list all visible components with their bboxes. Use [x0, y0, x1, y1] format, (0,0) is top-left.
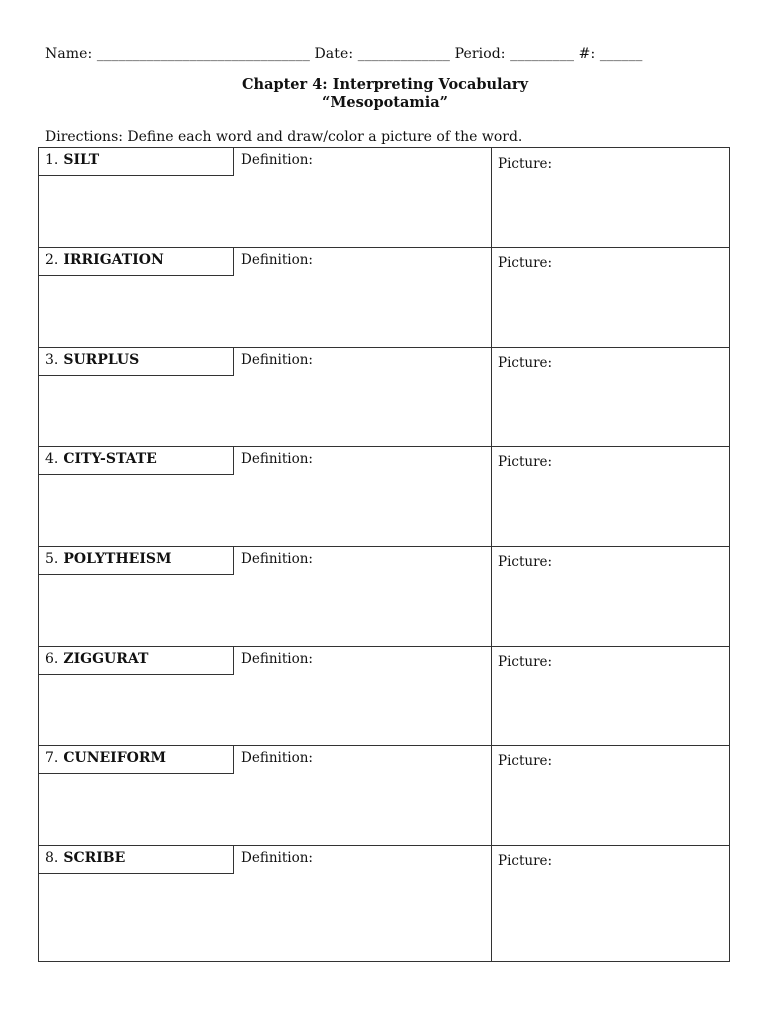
picture-label: Picture:: [498, 454, 553, 470]
definition-label: Definition:: [241, 252, 313, 268]
picture-label: Picture:: [498, 355, 553, 371]
picture-label: Picture:: [498, 654, 553, 670]
term-word: POLYTHEISM: [63, 551, 172, 567]
picture-label: Picture:: [498, 255, 553, 271]
definition-label: Definition:: [241, 352, 313, 368]
term-number: 7.: [45, 750, 59, 766]
definition-label: Definition:: [241, 750, 313, 766]
vocab-row: [39, 846, 729, 961]
worksheet-title: Chapter 4: Interpreting Vocabulary: [241, 76, 528, 93]
column-divider: [491, 248, 492, 347]
column-divider: [491, 647, 492, 745]
column-divider: [491, 746, 492, 845]
vocab-row: [39, 447, 729, 547]
term-cell: [39, 248, 234, 276]
term-number: 5.: [45, 551, 59, 567]
definition-label: Definition:: [241, 551, 313, 567]
term-number: 4.: [45, 451, 59, 467]
term-cell: [39, 846, 234, 874]
term-word: CUNEIFORM: [63, 750, 166, 766]
vocab-row: [39, 746, 729, 846]
column-divider: [491, 846, 492, 961]
definition-label: Definition:: [241, 451, 313, 467]
term-word: SILT: [63, 152, 100, 168]
column-divider: [491, 547, 492, 646]
term-number: 8.: [45, 850, 59, 866]
term-number: 3.: [45, 352, 59, 368]
student-info-line: Name: ______________________________ Date: _____________ Period: _________ #: ______: [45, 46, 643, 62]
directions-text: Directions: Define each word and draw/color a picture of the word.: [45, 129, 523, 145]
term-word: CITY-STATE: [63, 451, 157, 467]
term-cell: [39, 746, 234, 774]
term-cell: [39, 148, 234, 176]
vocab-row: [39, 547, 729, 647]
term-number: 1.: [45, 152, 59, 168]
term-number: 6.: [45, 651, 59, 667]
vocab-row: [39, 348, 729, 447]
column-divider: [491, 447, 492, 546]
term-word: ZIGGURAT: [63, 651, 149, 667]
column-divider: [491, 148, 492, 247]
picture-label: Picture:: [498, 554, 553, 570]
vocab-row: [39, 148, 729, 248]
term-cell: [39, 447, 234, 475]
definition-label: Definition:: [241, 850, 313, 866]
term-word: SCRIBE: [63, 850, 126, 866]
term-word: SURPLUS: [63, 352, 140, 368]
term-cell: [39, 348, 234, 376]
picture-label: Picture:: [498, 753, 553, 769]
term-cell: [39, 647, 234, 675]
term-word: IRRIGATION: [63, 252, 164, 268]
term-cell: [39, 547, 234, 575]
vocabulary-table: [38, 147, 730, 962]
picture-label: Picture:: [498, 853, 553, 869]
vocab-row: [39, 647, 729, 746]
column-divider: [491, 348, 492, 446]
term-number: 2.: [45, 252, 59, 268]
vocab-row: [39, 248, 729, 348]
definition-label: Definition:: [241, 651, 313, 667]
picture-label: Picture:: [498, 156, 553, 172]
worksheet-subtitle: “Mesopotamia”: [322, 94, 448, 111]
definition-label: Definition:: [241, 152, 313, 168]
